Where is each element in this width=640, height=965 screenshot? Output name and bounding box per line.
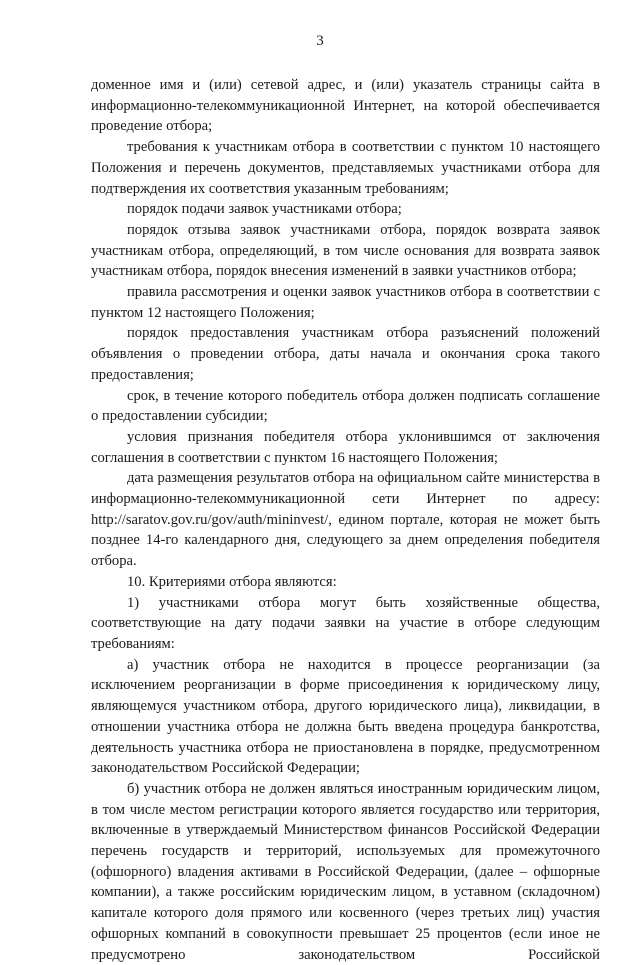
page-number: 3 (316, 33, 324, 49)
paragraph-signing-deadline: срок, в течение которого победитель отбора должен подписать соглашение о предоставлении субсидии; (91, 387, 600, 425)
paragraph-review-rules: правила рассмотрения и оценки заявок участников отбора в соответствии с пунктом 12 настоящего Положения; (91, 284, 600, 321)
paragraph-criterion-1: 1) участниками отбора могут быть хозяйственные общества, соответствующие на дату подачи заявки на участие в отборе следующим требованиям: (91, 594, 600, 652)
paragraph-application-withdrawal: порядок отзыва заявок участниками отбора, порядок возврата заявок участникам отбора, определяющий, в том числе основания для возврата заявок участникам отбора, порядок внесения изменений в заявки участников отбора; (91, 221, 600, 280)
paragraph-application-submission: порядок подачи заявок участниками отбора; (127, 201, 402, 218)
document-body (91, 75, 600, 965)
paragraph-evasion-conditions: условия признания победителя отбора уклонившимся от заключения соглашения в соответствии с пунктом 16 настоящего Положения; (91, 428, 600, 466)
paragraph-criteria-heading: 10. Критериями отбора являются: (127, 573, 337, 590)
paragraph-criterion-1a: а) участник отбора не находится в процессе реорганизации (за исключением реорганизации в форме присоединения к юридическому лицу, являющемуся участником отбора, другого юридического лица), ликвидации, в отношении участника отбора не должна быть введена процедура банкротства, деятельность участника отбора не приостановлена в порядке, предусмотренном законодательством Российской Федерации; (91, 656, 600, 777)
paragraph-participant-requirements: требования к участникам отбора в соответствии с пунктом 10 настоящего Положения и перечень документов, представляемых участниками отбора для подтверждения их соответствия указанным требованиям; (91, 139, 600, 197)
paragraph-clarifications: порядок предоставления участникам отбора разъяснений положений объявления о проведении отбора, даты начала и окончания срока такого предоставления; (91, 325, 600, 383)
paragraph-results-publication: дата размещения результатов отбора на официальном сайте министерства в информационно-телекоммуникационной сети Интернет по адресу: http://saratov.gov.ru/gov/auth/mininvest/, едином портале, которая не может быть позднее 14-го календарного дня, следующего за днем определения победителя отбора. (91, 470, 600, 570)
paragraph-criterion-1b: б) участник отбора не должен являться иностранным юридическим лицом, в том числе местом регистрации которого является государство или территория, включенные в утверждаемый Министерством финансов Российской Федерации перечень государств и территорий, используемых для промежуточного (офшорного) владения активами в Российской Федерации, (далее – офшорные компании), а также российским юридическим лицом, в уставном (складочном) капитале которого доля прямого или косвенного (через третьих лиц) участия офшорных компаний в совокупности превышает 25 процентов (если иное не предусмотрено законодательством Российской (91, 780, 600, 963)
paragraph-domain-name: доменное имя и (или) сетевой адрес, и (или) указатель страницы сайта в информационно-телекоммуникационной Интернет, на которой обеспечивается проведение отбора; (91, 77, 600, 135)
